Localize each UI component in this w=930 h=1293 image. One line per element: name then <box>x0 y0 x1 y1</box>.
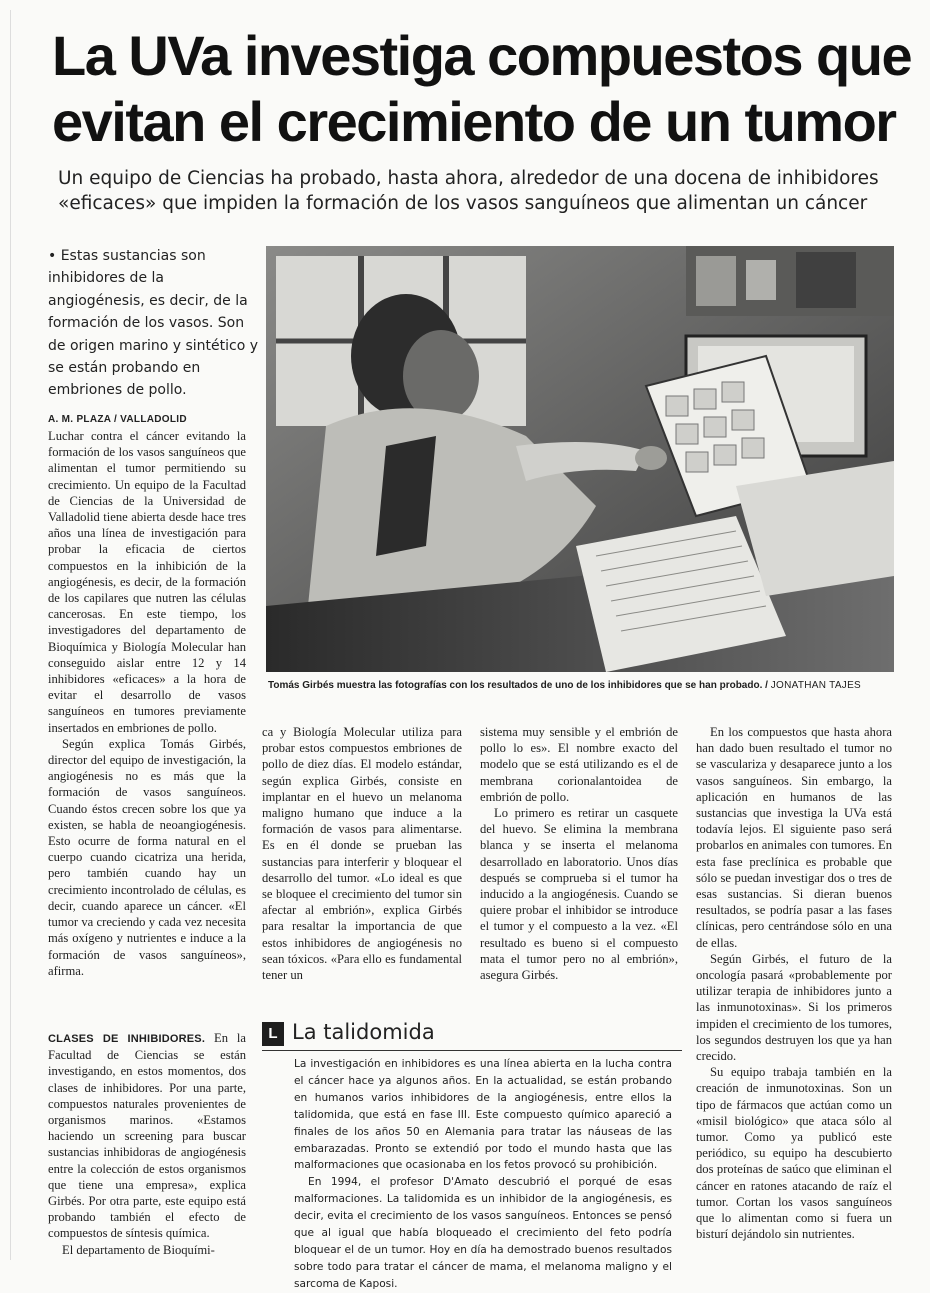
headline-line-2: evitan el crecimiento de un tumor <box>52 90 896 153</box>
article-paragraph: En los compuestos que hasta ahora han dado buen resultado el tumor no se vasculariza y desaparece junto a los vasos sanguíneos. Sin embargo, la aplicación en humanos de las sustancias que investiga la UVa está todavía lejos. El siguiente paso será probarlos en animales con tumores. En esta fase preclínica es probable que sólo se puedan investigar dos o tres de esas sustancias. Si dieran buenos resultados, se podría pasar a las fases clínicas, pero centrándose sólo en una de ellas. <box>696 725 892 950</box>
sidebar-title: La talidomida <box>292 1020 435 1044</box>
article-paragraph: Según explica Tomás Girbés, director del equipo de investigación, la angiogénesis no es más que la formación de vasos sanguíneos. Cuando éstos crecen sobre los que ya existen, se habla de neoangiogénesis. Esto ocurre de forma natural en el cuerpo cuando cicatriza una herida, pero también cuando hay un crecimiento incontrolado de células, es decir, cuando aparece un cáncer. «El tumor va creciendo y cada vez necesita más oxígeno y nutrientes e induce a la formación de vasos sanguíneos», afirma. <box>48 736 246 978</box>
article-paragraph: Luchar contra el cáncer evitando la formación de los vasos sanguíneos que alimentan el tumor permitiendo su crecimiento. Un equipo de la Facultad de Ciencias de la Universidad de Valladolid tiene abierta desde hace tres años una línea de investigación para probar la eficacia de ciertos compuestos en la inhibición de la angiogénesis, es decir, de la formación de los capilares que nutren las células cancerosas. En este tiempo, los investigadores del departamento de Bioquímica y Biología Molecular han conseguido aislar entre 12 y 14 inhibidores «eficaces» a la hora de evitar el desarrollo de vasos sanguíneos en tumores previamente insertados en embriones de pollo. <box>48 429 246 735</box>
article-column-3 <box>480 724 678 983</box>
article-column-1-continued <box>48 1030 246 1258</box>
photo-caption-text: Tomás Girbés muestra las fotografías con los resultados de uno de los inhibidores que se han probado. / <box>268 680 768 691</box>
subheadline-line-1: Un equipo de Ciencias ha probado, hasta ahora, alrededor de una docena de inhibidores <box>58 168 879 189</box>
article-paragraph: El departamento de Bioquími- <box>62 1242 215 1257</box>
sidebar-paragraph: En 1994, el profesor D'Amato descubrió el porqué de esas malformaciones. La talidomida es un inhibidor de la angiogénesis, es decir, evita el crecimiento de los vasos sanguíneos. Entonces se pensó que al igual que había bloqueado el crecimiento del feto podría bloquear el de un tumor. Hoy en día ha demostrado buenos resultados sobre todo para tratar el cáncer de mama, el melanoma maligno y el sarcoma de Kaposi. <box>294 1176 672 1290</box>
article-paragraph: Su equipo trabaja también en la creación de inmunotoxinas. Son un tipo de fármacos que actúan como un «misil biológico» que ataca sólo al tumor. Como ya publicó este periódico, su equipo ha descubierto dos proteínas de saúco que eliminan el cáncer en ratones atacando de raíz el tumor. Cortan los vasos sanguíneos que lo alimentan como si fuera un bisturí dejándolo sin nutrientes. <box>696 1065 892 1242</box>
article-paragraph <box>48 1030 246 1242</box>
article-paragraph-text: En la Facultad de Ciencias se están investigando, en estos momentos, dos clases de inhibidores. Por una parte, compuestos naturales provenientes de organismos marinos. «Estamos haciendo un screening para buscar sustancias inhibidoras de angiogénesis entre la colección de estos organismos que tiene una empresa», explica Girbés. Por otra parte, este equipo está probando también el efecto de compuestos de síntesis química. <box>48 1031 246 1241</box>
article-paragraph: Según Girbés, el futuro de la oncología pasará «probablemente por utilizar terapia de inhibidores junto a las inmunotoxinas». Si los primeros impiden el crecimiento de los tumores, los segundos destruyen los que ya han crecido. <box>696 951 892 1064</box>
sidebar-logo-icon: L <box>262 1022 284 1046</box>
article-paragraph: sistema muy sensible y el embrión de pollo lo es». El nombre exacto del modelo que se está utilizando es el de membrana corionalantoidea de embrión de pollo. <box>480 725 678 804</box>
subheadline <box>58 166 918 216</box>
headline-line-1: La UVa investiga compuestos que <box>52 24 912 87</box>
researcher-photo <box>266 246 894 672</box>
subheadline-line-2: «eficaces» que impiden la formación de los vasos sanguíneos que alimentan un cáncer <box>58 193 868 214</box>
sidebar-body <box>294 1056 672 1293</box>
photo-caption <box>268 680 908 691</box>
scan-edge-line <box>10 10 11 1260</box>
article-column-2 <box>262 724 462 983</box>
article-column-4 <box>696 724 892 1243</box>
article-column-1 <box>48 428 246 979</box>
article-paragraph: ca y Biología Molecular utiliza para probar estos compuestos embriones de pollo de diez días. El modelo estándar, según explica Girbés, consiste en implantar en el huevo un melanoma maligno humano que induce a la formación de vasos para alimentarse. Es en él donde se prueban las sustancias para interferir y bloquear el desarrollo del tumor. «Lo ideal es que se bloquee el crecimiento del tumor sin afectar al embrión», explica Girbés para resaltar la importancia de que estos inhibidores de angiogénesis no sean tóxicos. «Para ello es fundamental tener un <box>262 725 462 983</box>
section-kicker: CLASES DE INHIBIDORES. <box>48 1033 206 1045</box>
article-paragraph: Lo primero es retirar un casquete del huevo. Se elimina la membrana blanca y se inserta el melanoma desarrollado en laboratorio. Unos días después se comprueba si el tumor ha inducido a la angiogénesis. Cuando se quiere probar el inhibidor se introduce el tumor y el compuesto a la vez. «El resultado es bueno si el compuesto mata el tumor pero no al embrión», asegura Girbés. <box>480 806 678 983</box>
headline <box>52 24 912 153</box>
photo-credit: JONATHAN TAJES <box>770 680 862 691</box>
byline: A. M. PLAZA / VALLADOLID <box>48 414 187 425</box>
researcher-photo-image <box>266 246 894 672</box>
sidebar-paragraph: La investigación en inhibidores es una línea abierta en la lucha contra el cáncer hace ya algunos años. En la actualidad, se están probando en humanos varios inhibidores de la angiogénesis, entre ellos la talidomida, que está en fase III. Este compuesto químico apareció a finales de los años 50 en Alemania para tratar las náuseas de las embarazadas. Pronto se extendió por todo el mundo hasta que las malformaciones que ocasionaba en los fetos provocó su prohibición. <box>294 1058 672 1172</box>
lead-summary: • Estas sustancias son inhibidores de la angiogénesis, es decir, de la formación de los vasos. Son de origen marino y sintético y se están probando en embriones de pollo. <box>48 248 259 399</box>
